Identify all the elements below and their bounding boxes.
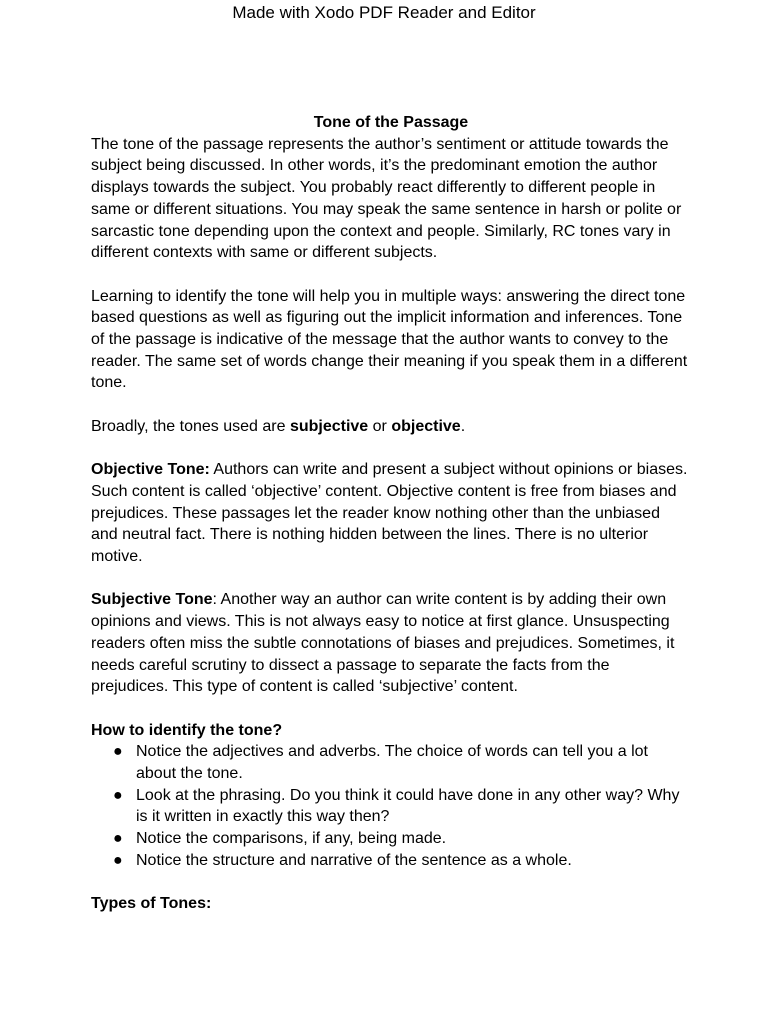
- subjective-tone-label: Subjective Tone: [91, 591, 213, 609]
- intro-paragraph: The tone of the passage represents the author’s sentiment or attitude towards the subject being discussed. In other words, it’s the predominant emotion the author displays towards the subject. You probably react differently to different people in same or different situations. You may speak the same sentence in harsh or polite or sarcastic tone depending upon the context and people. Similarly, RC tones vary in different contexts with same or different subjects.: [91, 135, 682, 262]
- objective-tone-label: Objective Tone:: [91, 461, 210, 479]
- watermark-text: Made with Xodo PDF Reader and Editor: [232, 3, 536, 22]
- list-item: [91, 741, 691, 784]
- identify-heading: How to identify the tone?: [91, 721, 283, 739]
- list-item: [91, 850, 691, 872]
- identify-list: [91, 741, 691, 871]
- broadly-paragraph: [91, 416, 691, 438]
- bullet-icon: ●: [113, 830, 123, 848]
- broadly-prefix: Broadly, the tones used are: [91, 417, 290, 435]
- broadly-middle: or: [368, 417, 392, 435]
- subjective-tone-paragraph: [91, 589, 691, 698]
- learning-paragraph: Learning to identify the tone will help you in multiple ways: answering the direct tone based questions as well as figuring out the implicit information and inferences. Tone of the passage is indicative of the message that the author wants to convey to the reader. The same set of words change their meaning if you speak them in a different tone.: [91, 287, 688, 392]
- subjective-term: subjective: [289, 417, 369, 435]
- list-item-text: Notice the adjectives and adverbs. The choice of words can tell you a lot about the tone.: [136, 743, 648, 783]
- subjective-tone-text: : Another way an author can write content is by adding their own opinions and views. This is not always easy to notice at first glance. Unsuspecting readers often miss the subtle connotations of biases and prejudices. Sometimes, it needs careful scrutiny to dissect a passage to separate the facts from the prejudices. This type of content is called ‘subjective’ content.: [91, 591, 675, 696]
- document-body: [91, 112, 691, 915]
- objective-tone-paragraph: [91, 459, 691, 568]
- page-title: Tone of the Passage: [313, 114, 469, 131]
- bullet-icon: ●: [113, 743, 123, 761]
- objective-tone-text: Authors can write and present a subject without opinions or biases. Such content is called ‘objective’ content. Objective content is free from biases and prejudices. These passages let the reader know nothing other than the unbiased and neutral fact. There is nothing hidden between the lines. There is no ulterior motive.: [91, 461, 688, 566]
- bullet-icon: ●: [113, 786, 123, 804]
- bullet-icon: ●: [113, 851, 123, 869]
- list-item-text: Notice the comparisons, if any, being made.: [136, 830, 447, 848]
- list-item-text: Notice the structure and narrative of the sentence as a whole.: [136, 851, 572, 869]
- objective-term: objective: [391, 417, 461, 435]
- broadly-suffix: .: [460, 417, 466, 435]
- list-item-text: Look at the phrasing. Do you think it could have done in any other way? Why is it written in exactly this way then?: [136, 786, 680, 826]
- types-heading: Types of Tones:: [91, 895, 212, 913]
- list-item: [91, 785, 691, 828]
- list-item: [91, 828, 691, 850]
